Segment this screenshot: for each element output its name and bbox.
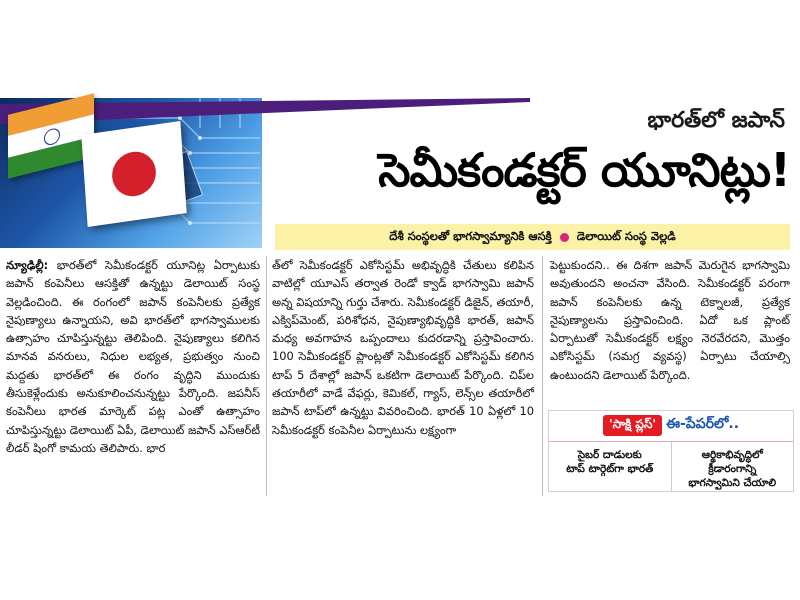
promo-brand-pill: 'సాక్షి ప్లస్' — [603, 415, 662, 436]
japan-flag-icon — [81, 121, 186, 227]
article-text-3: పెట్టుకుందని.. ఈ దిశగా జపాన్ మెరుగైన భాగస్వామి అవుతుందని అంచనా వేసింది. సెమీకండక్టర్ పరంగా జపాన్ కంపెనీలకు ఉన్న టెక్నాలజీ, ప్రత్యేక నైపుణ్యాలను ప్రస్తావించింది. ఏదో ఒక ప్లాంట్ ఏర్పాటుతో సెమీకండక్టర్ లక్ష్యం నెరవేరదని, మొత్తం ఎకోసిస్టమ్ (సమగ్ర వ్యవస్థ) ఏర్పాటు చేయాల్సి ఉంటుందని డెలాయిట్ పేర్కొంది. — [550, 258, 790, 382]
promo-item-line: భాగస్వామిని చేయాలి — [688, 477, 777, 489]
promo-header — [549, 411, 793, 439]
promo-item-line: సైబర్ దాడులకు — [577, 449, 642, 461]
subheadline-right: డెలాయిట్ సంస్థ వెల్లడి — [576, 228, 676, 243]
column-divider — [266, 256, 267, 496]
promo-item-line: టాప్ టార్గెట్‌గా భారత్ — [566, 463, 654, 475]
article-column-1 — [6, 256, 260, 457]
article-column-3 — [550, 256, 790, 384]
kicker-headline: భారత్‌లో జపాన్ — [647, 108, 785, 133]
promo-item-line: ఆర్థికాభివృద్ధిలో — [701, 449, 763, 461]
subheadline-left: దేశీ సంస్థలతో భాగస్వామ్యానికి ఆసక్తి — [389, 228, 552, 243]
promo-items — [549, 441, 793, 492]
article-text-2: త్‌లో సెమీకండక్టర్ ఎకోసిస్టమ్ అభివృద్ధికి చేతులు కలిపిన వాటిల్లో యూఎస్ తర్వాత రెండో క్వాడ్ భాగస్వామి జపాన్ అన్న విషయాన్ని గుర్తు చేశారు. సెమీకండక్టర్ డిజైన్, తయారీ, ఎక్విప్‌మెంట్, పరిశోధన, నైపుణ్యాభివృద్ధికి భారత్, జపాన్ మధ్య అవగాహన ఒప్పందాలు కుదరడాన్ని ప్రస్తావించారు. 100 సెమీకండక్టర్ ప్లాంట్లతో సెమీకండక్టర్ ఎకోసిస్టమ్ కలిగిన టాప్ 5 దేశాల్లో జపాన్ ఒకటిగా డెలాయిట్ పేర్కొంది. చిప్‌ల తయారీలో వాడే వేఫర్లు, కెమికల్, గ్యాస్, లెన్స్‌ల తయారీలో జపాన్ టాప్‌లో ఉన్నట్టు వివరించింది. భారత్ 10 ఏళ్లలో 10 సెమీకండక్టర్ కంపెనీల ఏర్పాటును లక్ష్యంగా — [272, 258, 534, 437]
bullet-dot-icon — [560, 233, 569, 242]
main-headline: సెమీకండక్టర్ యూనిట్లు! — [378, 143, 790, 197]
promo-title: ఈ-పేపర్‌లో.. — [666, 415, 740, 432]
promo-item-cyber[interactable] — [549, 442, 671, 492]
subheadline-bar — [275, 224, 790, 250]
article-column-2 — [272, 256, 534, 439]
promo-item-line: క్రీడారంగాన్ని — [708, 463, 757, 475]
column-divider — [542, 256, 543, 496]
epaper-promo-box[interactable] — [548, 410, 794, 492]
article-text-1: భారత్‌లో సెమీకండక్టర్ యూనిట్ల ఏర్పాటుకు జపాన్ కంపెనీలు ఆసక్తితో ఉన్నట్టు డెలాయిట్ సంస్థ వెల్లడించింది. ఈ రంగంలో జపాన్ కంపెనీలకు ప్రత్యేక నైపుణ్యాలు ఉన్నాయని, అవి భారత్‌లో భాగస్వాములకు ఉత్సాహం చూపిస్తున్నట్టు తెలిపింది. నైపుణ్యాలు కలిగిన మానవ వనరులు, నిధుల లభ్యత, ప్రభుత్వం నుంచి మద్దతు భారత్‌లో ఈ రంగం వృద్ధిని ముందుకు తీసుకెళ్లేందుకు అనుకూలించనున్నట్టు పేర్కొంది. జపనీస్ కంపెనీలు భారత మార్కెట్ పట్ల ఎంతో ఉత్సాహం చూపిస్తున్నట్టు డెలాయిట్ ఏపీ, డెలాయిట్ జపాన్ ఎస్ఆర్‌టీ లీడర్ షింగో కామయ తెలిపారు. భార — [6, 258, 261, 455]
promo-item-sports[interactable] — [671, 442, 794, 492]
dateline: న్యూఢిల్లీ: — [6, 258, 49, 272]
